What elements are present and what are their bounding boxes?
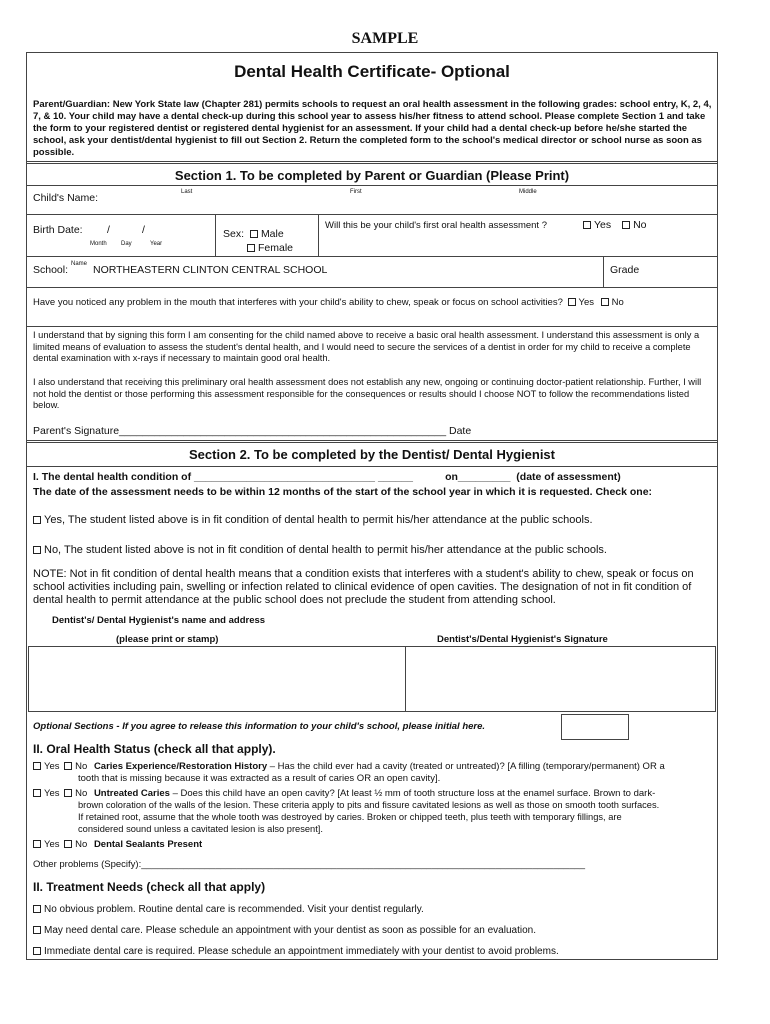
- untreated-text-line2: brown coloration of the walls of the lesion. These criteria apply to pits and fissure cavitated lesions as well as those on smooth tooth surfaces.: [78, 800, 660, 810]
- no-label: No: [633, 219, 647, 231]
- fit-no-label: No, The student listed above is not in fit condition of dental health to permit his/her attendance at the public schools.: [44, 544, 607, 556]
- untreated-row: [33, 788, 655, 800]
- caries-row: [33, 761, 665, 773]
- treatment-2-checkbox[interactable]: [33, 926, 41, 934]
- year-sub: Year: [150, 241, 163, 247]
- no-label: No: [75, 761, 88, 772]
- school-name-sub: Name: [71, 261, 88, 267]
- male-checkbox[interactable]: [250, 230, 258, 238]
- untreated-text-line3: If retained root, assume that the whole tooth was destroyed by caries. Broken or chipped teeth, plus teeth with temporary fillings, are: [78, 812, 622, 822]
- consent-paragraph-2: I also understand that receiving this preliminary oral health assessment does not establish any new, ongoing or continuing doctor-patient relationship. Further, I will not hold the dentist or those performing this assessment responsible for the consequences or results should I choose NOT to follow the recommendations listed below.: [33, 377, 702, 410]
- dentist-signature-box[interactable]: [405, 646, 716, 712]
- release-text: Optional Sections - If you agree to release this information to your child's school, please initial here.: [33, 721, 486, 732]
- last-name-sub: Last: [181, 189, 193, 195]
- untreated-no-checkbox[interactable]: [64, 789, 72, 797]
- yes-label: Yes: [594, 219, 612, 231]
- untreated-yes-checkbox[interactable]: [33, 789, 41, 797]
- first-assessment-question: Will this be your child's first oral health assessment ?: [325, 220, 547, 231]
- sex-field: [223, 228, 284, 240]
- yes-label: Yes: [44, 761, 60, 772]
- treatment-1-checkbox[interactable]: [33, 905, 41, 913]
- treatment-option-2: [33, 925, 536, 936]
- treatment-3-label: Immediate dental care is required. Please schedule an appointment immediately with your dentist to avoid problems.: [44, 946, 559, 957]
- initial-box[interactable]: [561, 714, 629, 740]
- treatment-heading: II. Treatment Needs (check all that apply): [33, 880, 266, 894]
- dentist-signature-label: Dentist's/Dental Hygienist's Signature: [437, 634, 608, 645]
- fit-no-row: [33, 544, 607, 557]
- female-checkbox[interactable]: [247, 244, 255, 252]
- date-slash: /: [142, 224, 145, 236]
- assessment-date-note: The date of the assessment needs to be within 12 months of the start of the school year in which it is requested. Check one:: [33, 486, 653, 498]
- sex-label: Sex:: [223, 228, 245, 240]
- sealants-yes-checkbox[interactable]: [33, 840, 41, 848]
- birth-date-label: Birth Date:: [33, 224, 83, 236]
- month-sub: Month: [90, 241, 107, 247]
- caries-text: – Has the child ever had a cavity (treated or untreated)? [A filling (temporary/permanent) OR a: [267, 761, 665, 772]
- grade-label: Grade: [610, 264, 640, 276]
- first-assessment-no-checkbox[interactable]: [622, 221, 630, 229]
- first-name-sub: First: [350, 189, 362, 195]
- problem-no-checkbox[interactable]: [601, 298, 609, 306]
- treatment-3-checkbox[interactable]: [33, 947, 41, 955]
- yes-label: Yes: [578, 297, 595, 308]
- sealants-row: [33, 839, 202, 850]
- untreated-title: Untreated Caries: [93, 788, 170, 799]
- treatment-option-3: [33, 946, 559, 957]
- parent-signature-line[interactable]: Parent's Signature________________________________________________________ Date: [33, 425, 472, 437]
- no-label: No: [75, 839, 88, 850]
- yes-label: Yes: [44, 839, 60, 850]
- sealants-no-checkbox[interactable]: [64, 840, 72, 848]
- no-label: No: [611, 297, 624, 308]
- oral-health-heading: II. Oral Health Status (check all that apply).: [33, 742, 276, 756]
- caries-text-line2: tooth that is missing because it was extracted as a result of caries OR an open cavity].: [78, 773, 441, 784]
- fit-no-checkbox[interactable]: [33, 546, 41, 554]
- child-name-input[interactable]: [120, 192, 710, 210]
- treatment-2-label: May need dental care. Please schedule an appointment with your dentist as soon as possible for an evaluation.: [44, 925, 536, 936]
- sample-heading: SAMPLE: [351, 30, 419, 47]
- fit-yes-row: [33, 514, 593, 527]
- no-label: No: [75, 788, 88, 799]
- untreated-text-line4: considered sound unless a cavitated lesion is also present].: [78, 824, 323, 834]
- female-label: Female: [258, 242, 294, 254]
- print-stamp-label: (please print or stamp): [116, 634, 219, 645]
- note-text: NOTE: Not in fit condition of dental health means that a condition exists that interferes with a student's ability to chew, speak or focus on school activities including pain, swelling or infection related to clinical evidence of open cavities. The designation of not in fit condition of dental health to permit attendance at the public school does not preclude the student from attending school.: [33, 568, 694, 606]
- school-name: NORTHEASTERN CLINTON CENTRAL SCHOOL: [93, 264, 328, 276]
- dentist-name-box[interactable]: [28, 646, 406, 712]
- other-problems-line[interactable]: Other problems (Specify):____________________________________________________________________________________: [33, 859, 586, 870]
- school-label: School:: [33, 264, 69, 276]
- problem-question-row: [33, 297, 624, 308]
- male-label: Male: [260, 228, 284, 240]
- treatment-option-1: [33, 904, 424, 915]
- form-title: Dental Health Certificate- Optional: [234, 62, 510, 81]
- problem-yes-checkbox[interactable]: [568, 298, 576, 306]
- caries-yes-checkbox[interactable]: [33, 762, 41, 770]
- middle-name-sub: Middle: [519, 189, 537, 195]
- treatment-1-label: No obvious problem. Routine dental care is recommended. Visit your dentist regularly.: [44, 904, 424, 915]
- female-field: [247, 242, 293, 254]
- intro-text: Parent/Guardian: New York State law (Chapter 281) permits schools to request an oral health assessment in the following grades: school entry, K, 2, 4, 7, & 10. Your child may have a dental check-up during this school year to assess his/her fitness to attend school. Please complete Section 1 and take the form to your registered dentist or registered dental hygienist for an assessment. If your child had a dental check-up before he/she started the school, ask your dentist/dental hygienist to fill out Section 2. Return the completed form to the school's medical director or school nurse as soon as possible.: [33, 99, 712, 158]
- sealants-label: Dental Sealants Present: [93, 839, 203, 850]
- fit-yes-label: Yes, The student listed above is in fit condition of dental health to permit his/her attendance at the public schools.: [44, 514, 593, 526]
- date-slash: /: [107, 224, 110, 236]
- first-assessment-yes-checkbox[interactable]: [583, 221, 591, 229]
- consent-paragraph-1: I understand that by signing this form I am consenting for the child named above to receive a basic oral health assessment. I understand this assessment is only a limited means of evaluation to assess the student's dental health, and I would need to secure the services of a dentist in order for my child to receive a complete dental examination with x-rays if necessary to maintain good oral health.: [33, 330, 700, 363]
- section1-heading: Section 1. To be completed by Parent or Guardian (Please Print): [174, 168, 570, 183]
- child-name-label: Child's Name:: [33, 192, 99, 204]
- first-assessment-options: [583, 219, 647, 231]
- dentist-name-label: Dentist's/ Dental Hygienist's name and address: [52, 615, 266, 626]
- caries-title: Caries Experience/Restoration History: [93, 761, 268, 772]
- day-sub: Day: [121, 241, 132, 247]
- fit-yes-checkbox[interactable]: [33, 516, 41, 524]
- section2-heading: Section 2. To be completed by the Dentist/ Dental Hygienist: [189, 447, 555, 462]
- condition-line: I. The dental health condition of _______________________________ ______ on_________ (date of assessment): [33, 471, 621, 483]
- yes-label: Yes: [44, 788, 60, 799]
- caries-no-checkbox[interactable]: [64, 762, 72, 770]
- problem-question: Have you noticed any problem in the mouth that interferes with your child's ability to chew, speak or focus on school activities?: [33, 297, 563, 308]
- untreated-text: – Does this child have an open cavity? [At least ½ mm of tooth structure loss at the enamel surface. Brown to dark-: [169, 788, 656, 799]
